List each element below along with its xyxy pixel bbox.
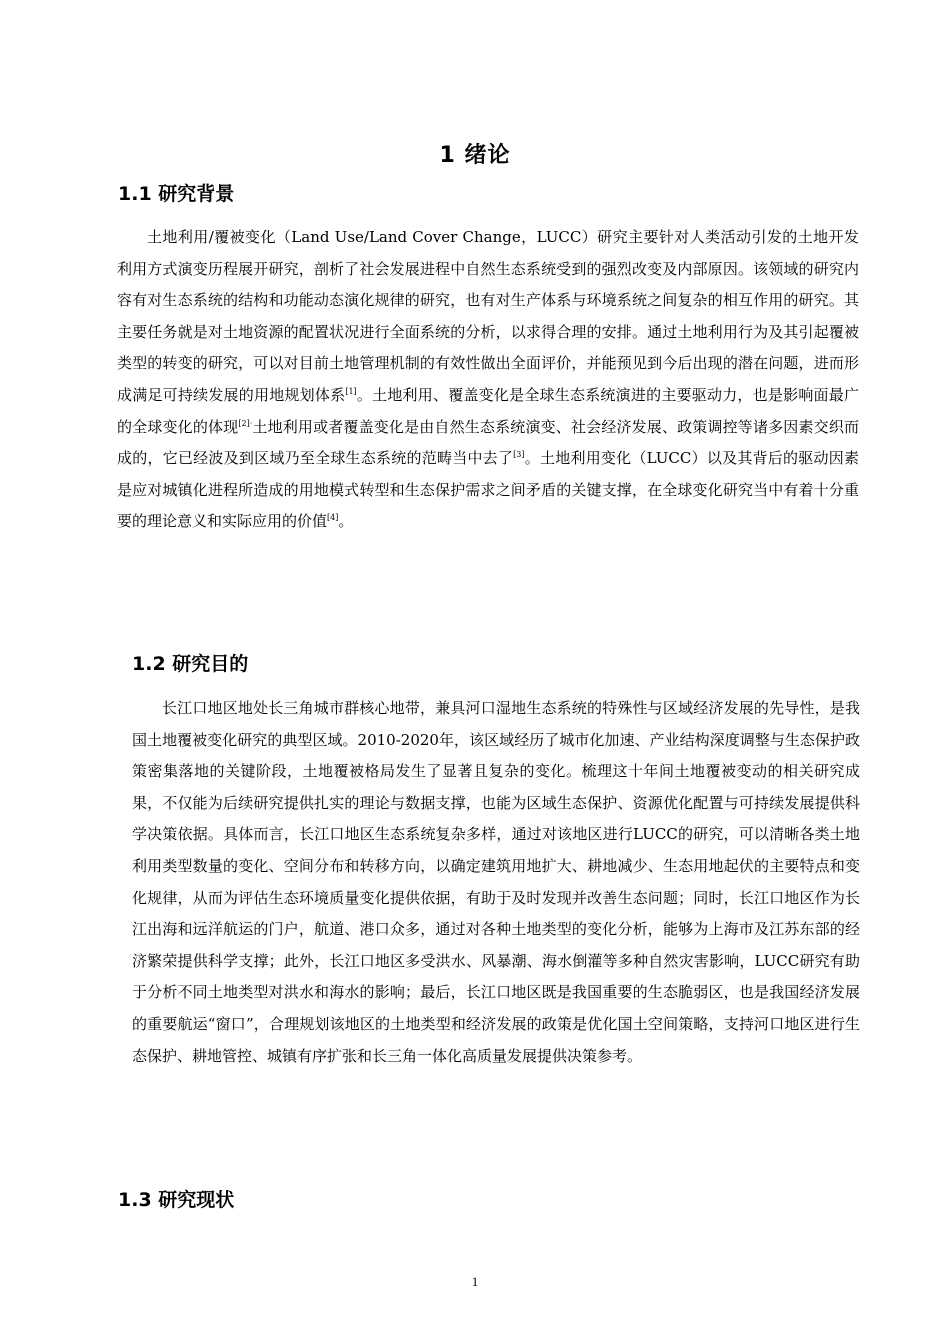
paragraph-text: 土地利用/覆被变化（Land Use/Land Cover Change，LUCC）研究主要针对人类活动引发的土地开发利用方式演变历程展开研究，剖析了社会发展进程中自然生态系统受到的强烈改变及内部原因。该领域的研究内容有对生态系统的结构和功能动态演化规律的研究，也有对生产体系与环境系统之间复杂的相互作用的研究。其主要任务就是对土地资源的配置状况进行全面系统的分析，以求得合理的安排。通过土地利用行为及其引起覆被类型的转变的研究，可以对目前土地管理机制的有效性做出全面评价，并能预见到今后出现的潜在问题，进而形成满足可持续发展的用地规划体系 [117, 228, 859, 404]
citation-3: [3] [513, 450, 525, 460]
paragraph-text: 土地利用或者覆盖变化是由自然生态系统演变、社会经济发展、政策调控等诸多因素交织而成的，它已经波及到区域乃至全球生态系统的范畴当中去了 [117, 417, 859, 468]
citation-2: [2]· [238, 418, 253, 428]
paragraph-text: 。 [338, 512, 354, 531]
citation-1: [1] [345, 386, 357, 396]
section-heading-1-2: 1.2 研究目的 [132, 653, 249, 675]
section-1-2-paragraph: 长江口地区地处长三角城市群核心地带，兼具河口湿地生态系统的特殊性与区域经济发展的先导性，是我国土地覆被变化研究的典型区域。2010-2020年，该区域经历了城市化加速、产业结构深度调整与生态保护政策密集落地的关键阶段，土地覆被格局发生了显著且复杂的变化。梳理这十年间土地覆被变动的相关研究成果，不仅能为后续研究提供扎实的理论与数据支撑，也能为区域生态保护、资源优化配置与可持续发展提供科学决策依据。具体而言，长江口地区生态系统复杂多样，通过对该地区进行LUCC的研究，可以清晰各类土地利用类型数量的变化、空间分布和转移方向，以确定建筑用地扩大、耕地减少、生态用地起伏的主要特点和变化规律，从而为评估生态环境质量变化提供依据，有助于及时发现并改善生态问题；同时，长江口地区作为长江出海和远洋航运的门户，航道、港口众多，通过对各种土地类型的变化分析，能够为上海市及江苏东部的经济繁荣提供科学支撑；此外，长江口地区多受洪水、风暴潮、海水倒灌等多种自然灾害影响，LUCC研究有助于分析不同土地类型对洪水和海水的影响；最后，长江口地区既是我国重要的生态脆弱区，也是我国经济发展的重要航运“窗口”，合理规划该地区的土地类型和经济发展的政策是优化国土空间策略，支持河口地区进行生态保护、耕地管控、城镇有序扩张和长三角一体化高质量发展提供决策参考。 [132, 699, 860, 1065]
section-1-1-paragraph [117, 222, 859, 538]
paragraph-text: 。土地利用、覆盖变化是全球生态系统演进的主要驱动力，也是影响面最广的全球变化的体现 [117, 385, 859, 436]
chapter-title: 1 绪论 [439, 143, 511, 168]
citation-4: [4] [327, 513, 339, 523]
paragraph-text: 。土地利用变化（LUCC）以及其背后的驱动因素是应对城镇化进程所造成的用地模式转型和生态保护需求之间矛盾的关键支撑，在全球变化研究当中有着十分重要的理论意义和实际应用的价值 [117, 449, 859, 531]
page-number: 1 [471, 1274, 479, 1289]
section-heading-1-1: 1.1 研究背景 [118, 183, 235, 205]
section-heading-1-3: 1.3 研究现状 [118, 1189, 235, 1211]
